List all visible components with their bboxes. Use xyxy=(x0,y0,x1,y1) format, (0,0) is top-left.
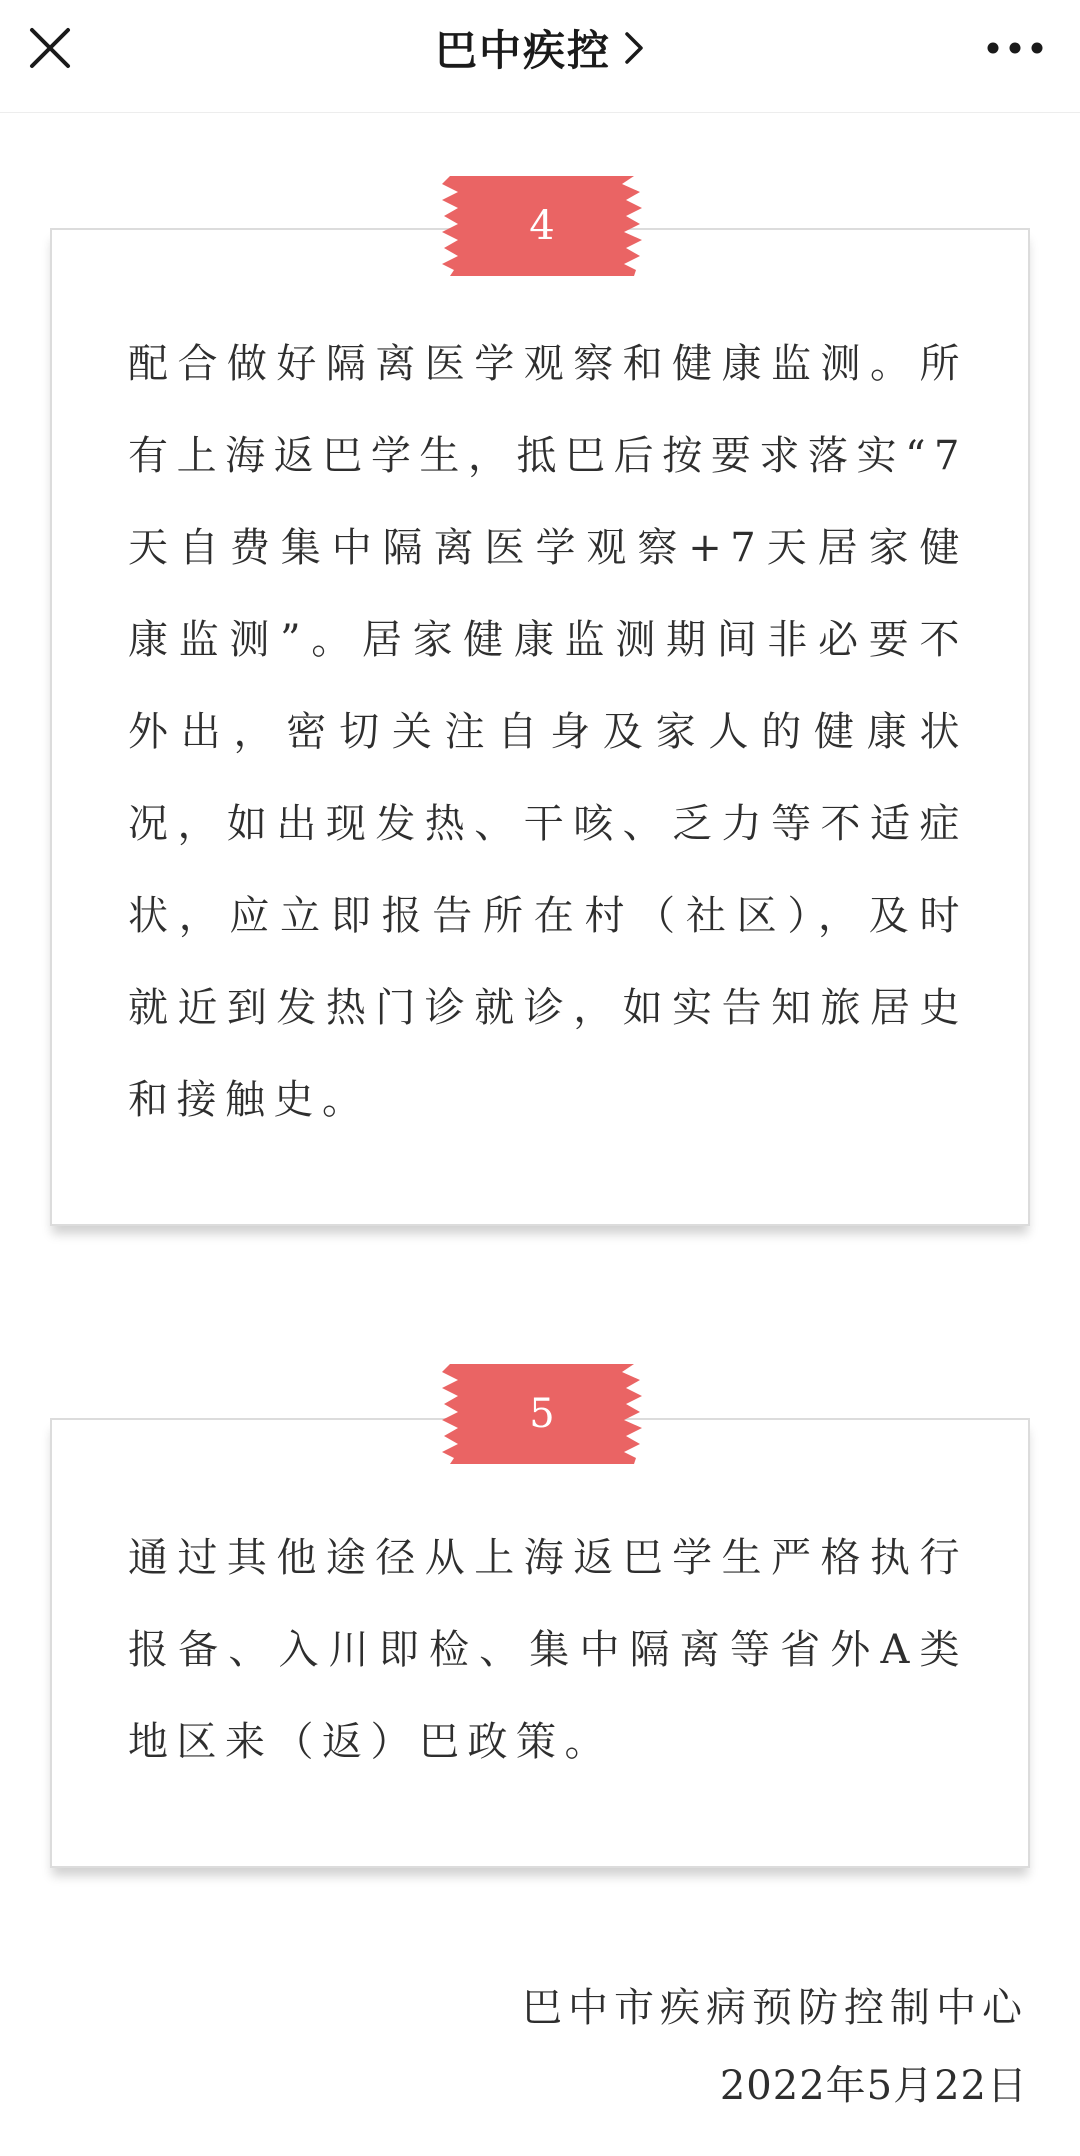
tag-number: 5 xyxy=(529,1391,555,1437)
content-card xyxy=(50,228,1030,1226)
content-card xyxy=(50,1418,1030,1868)
number-tag xyxy=(436,1364,648,1464)
signature-date: 2022年5月22日 xyxy=(719,2063,1028,2109)
nav-title[interactable]: 巴中疾控 xyxy=(434,26,611,75)
card-body-text: 配合做好隔离医学观察和健康监测。所有上海返巴学生，抵巴后按要求落实“7天自费集中隔离医学观察+7天居家健康监测”。居家健康监测期间非必要不外出，密切关注自身及家人的健康状况，如出现发热、干咳、乏力等不适症状，应立即报告所在村（社区），及时就近到发热门诊就诊，如实告知旅居史和接触史。 xyxy=(128,341,968,1123)
tag-number: 4 xyxy=(529,203,555,249)
top-nav-bar xyxy=(0,0,1080,113)
more-horizontal-icon[interactable] xyxy=(980,30,1050,66)
account-name-link[interactable] xyxy=(0,16,1080,80)
card-body-text: 通过其他途径从上海返巴学生严格执行报备、入川即检、集中隔离等省外A类地区来（返）巴政策。 xyxy=(128,1535,968,1765)
signature-block xyxy=(522,1980,1028,2114)
chevron-right-icon xyxy=(623,30,645,66)
number-tag xyxy=(436,176,648,276)
signature-organization: 巴中市疾病预防控制中心 xyxy=(522,1985,1028,2031)
